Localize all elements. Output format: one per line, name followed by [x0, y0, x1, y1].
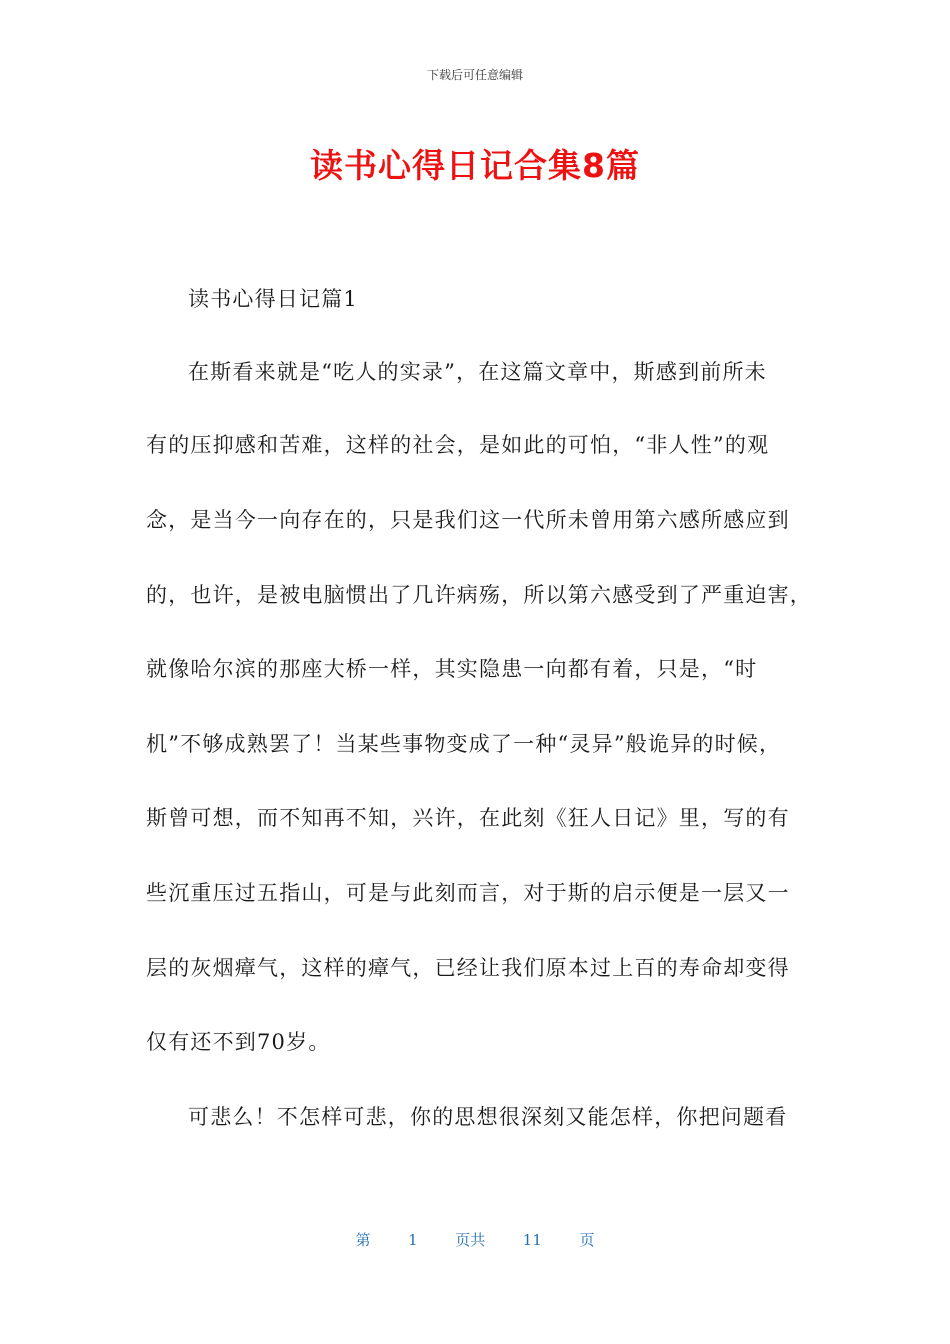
paragraph-line: 可悲么！不怎样可悲，你的思想很深刻又能怎样，你把问题看	[188, 1105, 788, 1129]
footer-page-current: 1	[408, 1231, 418, 1249]
paragraph-line: 层的灰烟瘴气，这样的瘴气，已经让我们原本过上百的寿命却变得	[146, 956, 790, 980]
paragraph-line: 些沉重压过五指山，可是与此刻而言，对于斯的启示便是一层又一	[146, 881, 790, 905]
footer-page-mid: 页共	[455, 1231, 486, 1249]
paragraph-line: 有的压抑感和苦难，这样的社会，是如此的可怕，“非人性”的观	[146, 433, 770, 457]
paragraph-line: 机”不够成熟罢了！当某些事物变成了一种“灵异”般诡异的时候，	[146, 732, 782, 756]
footer-page-end: 页	[579, 1231, 595, 1249]
footer-page-total: 11	[522, 1231, 542, 1249]
paragraph-line: 就像哈尔滨的那座大桥一样，其实隐患一向都有着，只是，“时	[146, 657, 758, 681]
paragraph-line: 仅有还不到70岁。	[146, 1030, 331, 1054]
footer-page-label: 第	[355, 1231, 371, 1249]
page-footer	[0, 1229, 950, 1250]
paragraph-line: 的，也许，是被电脑惯出了几许病殇，所以第六感受到了严重迫害，	[146, 583, 812, 607]
section-heading: 读书心得日记篇1	[188, 287, 358, 311]
document-title: 读书心得日记合集8篇	[310, 146, 640, 185]
paragraph-line: 念，是当今一向存在的，只是我们这一代所未曾用第六感所感应到	[146, 508, 790, 532]
paragraph-line: 斯曾可想，而不知再不知，兴许，在此刻《狂人日记》里，写的有	[146, 806, 790, 830]
header-note: 下载后可任意编辑	[426, 68, 523, 82]
paragraph-line: 在斯看来就是“吃人的实录”，在这篇文章中，斯感到前所未	[188, 360, 767, 384]
